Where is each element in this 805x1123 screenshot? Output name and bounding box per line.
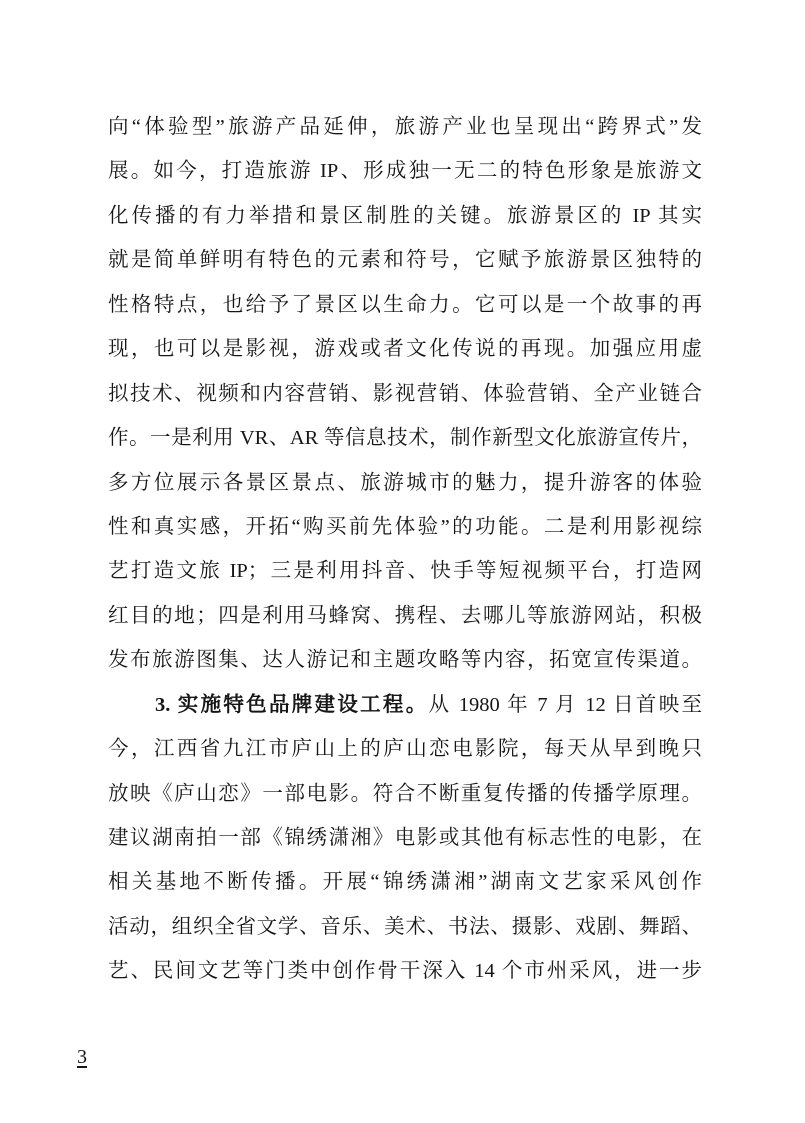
text-line: 性和真实感，开拓“购买前先体验”的功能。二是利用影视综 xyxy=(108,515,702,538)
page-number: 3 xyxy=(77,1046,87,1068)
text-line: 放映《庐山恋》一部电影。符合不断重复传播的传播学原理。 xyxy=(108,782,702,805)
text-line: 性格特点，也给予了景区以生命力。它可以是一个故事的再 xyxy=(108,293,702,316)
text-line: 活动，组织全省文学、音乐、美术、书法、摄影、戏剧、舞蹈、 xyxy=(108,915,702,938)
section-heading: 3. 实施特色品牌建设工程。 xyxy=(155,693,429,716)
text-line: 建议湖南拍一部《锦绣潇湘》电影或其他有标志性的电影，在 xyxy=(108,827,702,849)
text-line: 艺、民间文艺等门类中创作骨干深入 14 个市州采风，进一步 xyxy=(108,960,702,983)
text-line: 多方位展示各景区景点、旅游城市的魅力，提升游客的体验 xyxy=(108,471,702,494)
text-line: 展。如今，打造旅游 IP、形成独一无二的特色形象是旅游文 xyxy=(108,160,702,183)
text-line: 红目的地；四是利用马蜂窝、携程、去哪儿等旅游网站，积极 xyxy=(108,604,702,627)
text-line: 拟技术、视频和内容营销、影视营销、体验营销、全产业链合 xyxy=(108,382,702,405)
text-line: 化传播的有力举措和景区制胜的关键。旅游景区的 IP 其实 xyxy=(108,204,702,227)
text-line: 现，也可以是影视，游戏或者文化传说的再现。加强应用虚 xyxy=(108,338,702,361)
document-body xyxy=(108,105,702,994)
first-line-text: 从 1980 年 7 月 12 日首映至 xyxy=(428,693,702,716)
text-line: 作。一是利用 VR、AR 等信息技术，制作新型文化旅游宣传片， xyxy=(108,427,702,450)
text-line: 向“体验型”旅游产品延伸，旅游产业也呈现出“跨界式”发 xyxy=(108,116,702,138)
text-line-first xyxy=(108,683,702,727)
paragraph-2 xyxy=(108,683,702,994)
text-line: 发布旅游图集、达人游记和主题攻略等内容，拓宽宣传渠道。 xyxy=(108,649,702,672)
text-line: 相关基地不断传播。开展“锦绣潇湘”湖南文艺家采风创作 xyxy=(108,871,702,894)
text-line: 艺打造文旅 IP；三是利用抖音、快手等短视频平台，打造网 xyxy=(108,560,702,583)
text-line: 就是简单鲜明有特色的元素和符号，它赋予旅游景区独特的 xyxy=(108,249,702,272)
paragraph-1 xyxy=(108,105,702,683)
text-line: 今，江西省九江市庐山上的庐山恋电影院，每天从早到晚只 xyxy=(108,738,702,761)
